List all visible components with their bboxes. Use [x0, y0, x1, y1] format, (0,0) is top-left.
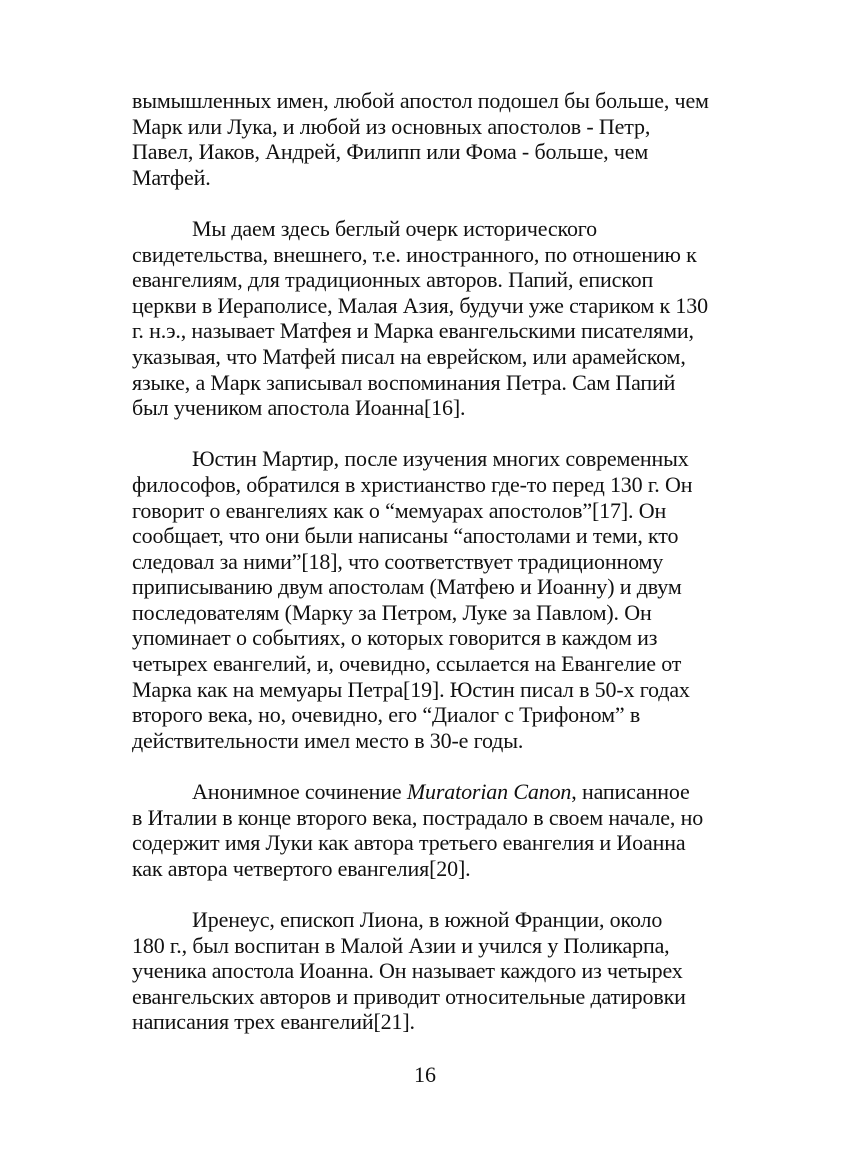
text-line: упоминает о событиях, о которых говорится в каждом из	[132, 625, 658, 651]
text-line: Иренеус, епископ Лиона, в южной Франции, около	[192, 907, 663, 932]
text-line: приписыванию двум апостолам (Матфею и Иоанну) и двум	[132, 574, 682, 600]
text-line: Матфей.	[132, 164, 211, 190]
paragraph-gap	[132, 190, 732, 216]
paragraph-gap	[132, 753, 732, 779]
text-line: вымышленных имен, любой апостол подошел бы больше, чем	[132, 88, 709, 113]
text-line: церкви в Иераполисе, Малая Азия, будучи уже стариком к 130	[132, 292, 708, 318]
text-run: , написанное	[571, 779, 690, 805]
text-line: как автора четвертого евангелия[20].	[132, 855, 471, 881]
paragraph-5	[132, 907, 732, 1035]
text-line: второго века, но, очевидно, его “Диалог с Трифоном” в	[132, 702, 641, 728]
text-line: языке, а Марк записывал воспоминания Петра. Сам Папий	[132, 369, 676, 395]
paragraph-gap	[132, 421, 732, 447]
text-line: содержит имя Луки как автора третьего евангелия и Иоанна	[132, 830, 686, 856]
paragraph-2	[132, 216, 732, 421]
text-line: в Италии в конце второго века, пострадало в своем начале, но	[132, 804, 704, 830]
paragraph-4	[132, 779, 732, 881]
text-line: евангельских авторов и приводит относительные датировки	[132, 983, 686, 1009]
text-line: сообщает, что они были написаны “апостолами и теми, кто	[132, 523, 679, 549]
text-run: Анонимное сочинение	[192, 779, 407, 805]
text-line: ученика апостола Иоанна. Он называет каждого из четырех	[132, 958, 683, 984]
body-text	[132, 88, 732, 1035]
text-line: 180 г., был воспитан в Малой Азии и учился у Поликарпа,	[132, 932, 670, 958]
text-line: евангелиям, для традиционных авторов. Папий, епископ	[132, 267, 654, 293]
paragraph-1	[132, 88, 732, 190]
text-line: четырех евангелий, и, очевидно, ссылается на Евангелие от	[132, 651, 682, 677]
paragraph-3	[132, 446, 732, 753]
text-line: говорит о евангелиях как о “мемуарах апостолов”[17]. Он	[132, 497, 667, 523]
text-line: Мы даем здесь беглый очерк исторического	[192, 215, 597, 241]
text-line: следовал за ними”[18], что соответствует традиционному	[132, 548, 664, 574]
book-title-italic: Muratorian Canon	[406, 779, 572, 805]
text-line: последователям (Марку за Петром, Луке за Павлом). Он	[132, 599, 652, 625]
text-line: Марк или Лука, и любой из основных апостолов - Петр,	[132, 113, 651, 139]
text-line: указывая, что Матфей писал на еврейском, или арамейском,	[132, 343, 686, 369]
text-line: действительности имел место в 30-е годы.	[132, 727, 524, 753]
text-line: Юстин Мартир, после изучения многих современных	[192, 446, 689, 472]
text-line: был учеником апостола Иоанна[16].	[132, 395, 466, 421]
text-line: свидетельства, внешнего, т.е. иностранного, по отношению к	[132, 241, 697, 267]
text-line: Марка как на мемуары Петра[19]. Юстин писал в 50-х годах	[132, 676, 690, 702]
text-line: г. н.э., называет Матфея и Марка евангельскими писателями,	[132, 318, 694, 344]
paragraph-gap	[132, 881, 732, 907]
text-line: написания трех евангелий[21].	[132, 1009, 415, 1035]
page-number: 16	[414, 1062, 436, 1087]
text-line: философов, обратился в христианство где-то перед 130 г. Он	[132, 471, 693, 497]
text-line: Павел, Иаков, Андрей, Филипп или Фома - больше, чем	[132, 139, 649, 165]
text-line	[132, 779, 732, 805]
